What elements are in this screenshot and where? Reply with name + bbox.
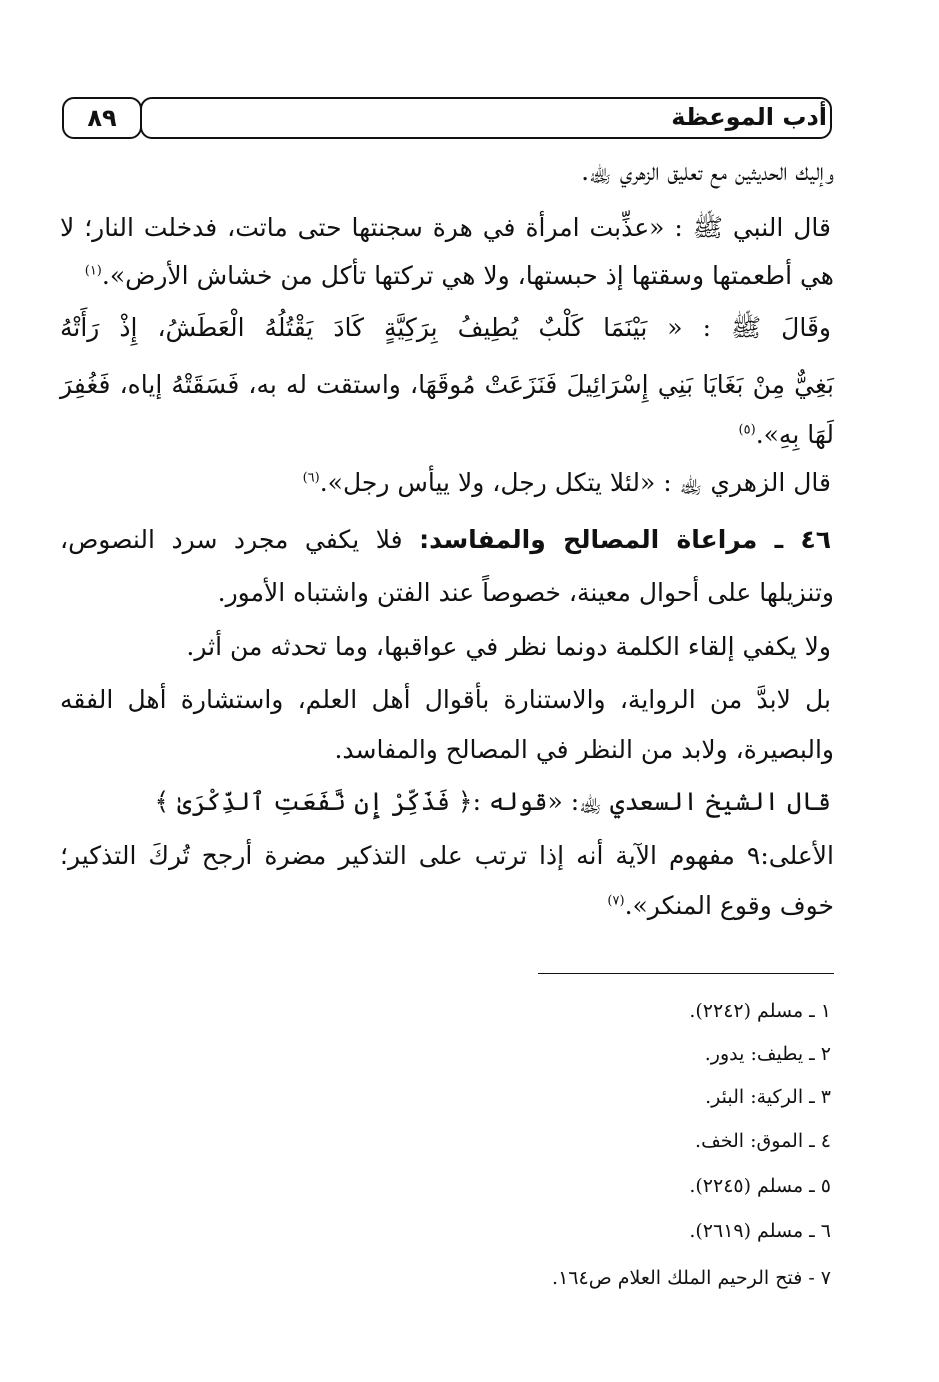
body-line: قال النبي ﷺ : «عذِّبت امرأة في هرة سجنتها حتى ماتت، فدخلت النار؛ لا [60, 213, 831, 242]
body-line: الأعلى:٩ مفهوم الآية أنه إذا ترتب على التذكير مضرة أرجح تُركَ التذكير؛ [60, 841, 834, 870]
body-line: وتنزيلها على أحوال معينة، خصوصاً عند الفتن واشتباه الأمور. [217, 578, 834, 607]
section-heading: ٤٦ ـ مراعاة المصالح والمفاسد: [419, 525, 831, 554]
footnote: ٦ ـ مسلم (٢٦١٩). [689, 1220, 831, 1242]
footnote: ٧ - فتح الرحيم الملك العلام ص١٦٤. [552, 1267, 831, 1289]
body-line: خوف وقوع المنكر».$^{(٧)}$ [607, 891, 834, 920]
body-line: بَغِيٌّ مِنْ بَغَايَا بَنِي إِسْرَائِيلَ فَنَزَعَتْ مُوقَهَا، واستقت له به، فَسَقَتْهُ إياه، فَغُفِرَ [60, 370, 834, 399]
footnote-marker: (١) [84, 263, 102, 279]
body-line: وإليك الحديثين مع تعليق الزهري ﵀. [581, 157, 834, 186]
footnote: ٤ ـ الموق: الخف. [695, 1130, 831, 1152]
body-line: لَهَا بِهِ».$^{(٥)}$ [738, 420, 834, 449]
footnote: ٣ ـ الركية: البئر. [705, 1086, 831, 1108]
footnote-marker: (٧) [607, 893, 625, 909]
body-line: هي أطعمتها وسقتها إذ حبستها، ولا هي تركتها تأكل من خشاش الأرض».$^{(١)}$ [84, 261, 834, 290]
body-line: بل لابدَّ من الرواية، والاستنارة بأقوال أهل العلم، واستشارة أهل الفقه [60, 685, 831, 714]
footnote-marker: (٦) [302, 470, 320, 486]
footnote: ٥ ـ مسلم (٢٢٤٥). [689, 1175, 831, 1197]
body-line: قال الشيخ السعدي ﵀: «قوله :﴿ فَذَكِّرْ إِن نَّفَعَتِ ٱلذِّكْرَىٰ ﴾ [154, 787, 831, 816]
body-line: وقَالَ ﷺ : « بَيْنَمَا كَلْبٌ يُطِيفُ بِرَكِيَّةٍ كَادَ يَقْتُلُهُ الْعَطَشُ، إِذْ رَأَتْهُ [60, 313, 831, 342]
body-line: قال الزهري ﵀ : «لئلا يتكل رجل، ولا ييأس رجل».$^{(٦)}$ [302, 468, 831, 497]
body-line: والبصيرة، ولابد من النظر في المصالح والمفاسد. [334, 735, 834, 764]
footnote: ١ ـ مسلم (٢٢٤٢). [689, 1000, 831, 1022]
running-header-title: أدب الموعظة [671, 103, 827, 131]
footnote: ٢ ـ يطيف: يدور. [704, 1043, 831, 1065]
body-line: ولا يكفي إلقاء الكلمة دونما نظر في عواقبها، وما تحدثه من أثر. [186, 632, 831, 661]
page-number: ٨٩ [62, 97, 142, 139]
footnote-marker: (٥) [738, 422, 756, 438]
footnote-divider [538, 973, 834, 974]
section-line: ٤٦ ـ مراعاة المصالح والمفاسد: فلا يكفي مجرد سرد النصوص، [60, 525, 831, 554]
